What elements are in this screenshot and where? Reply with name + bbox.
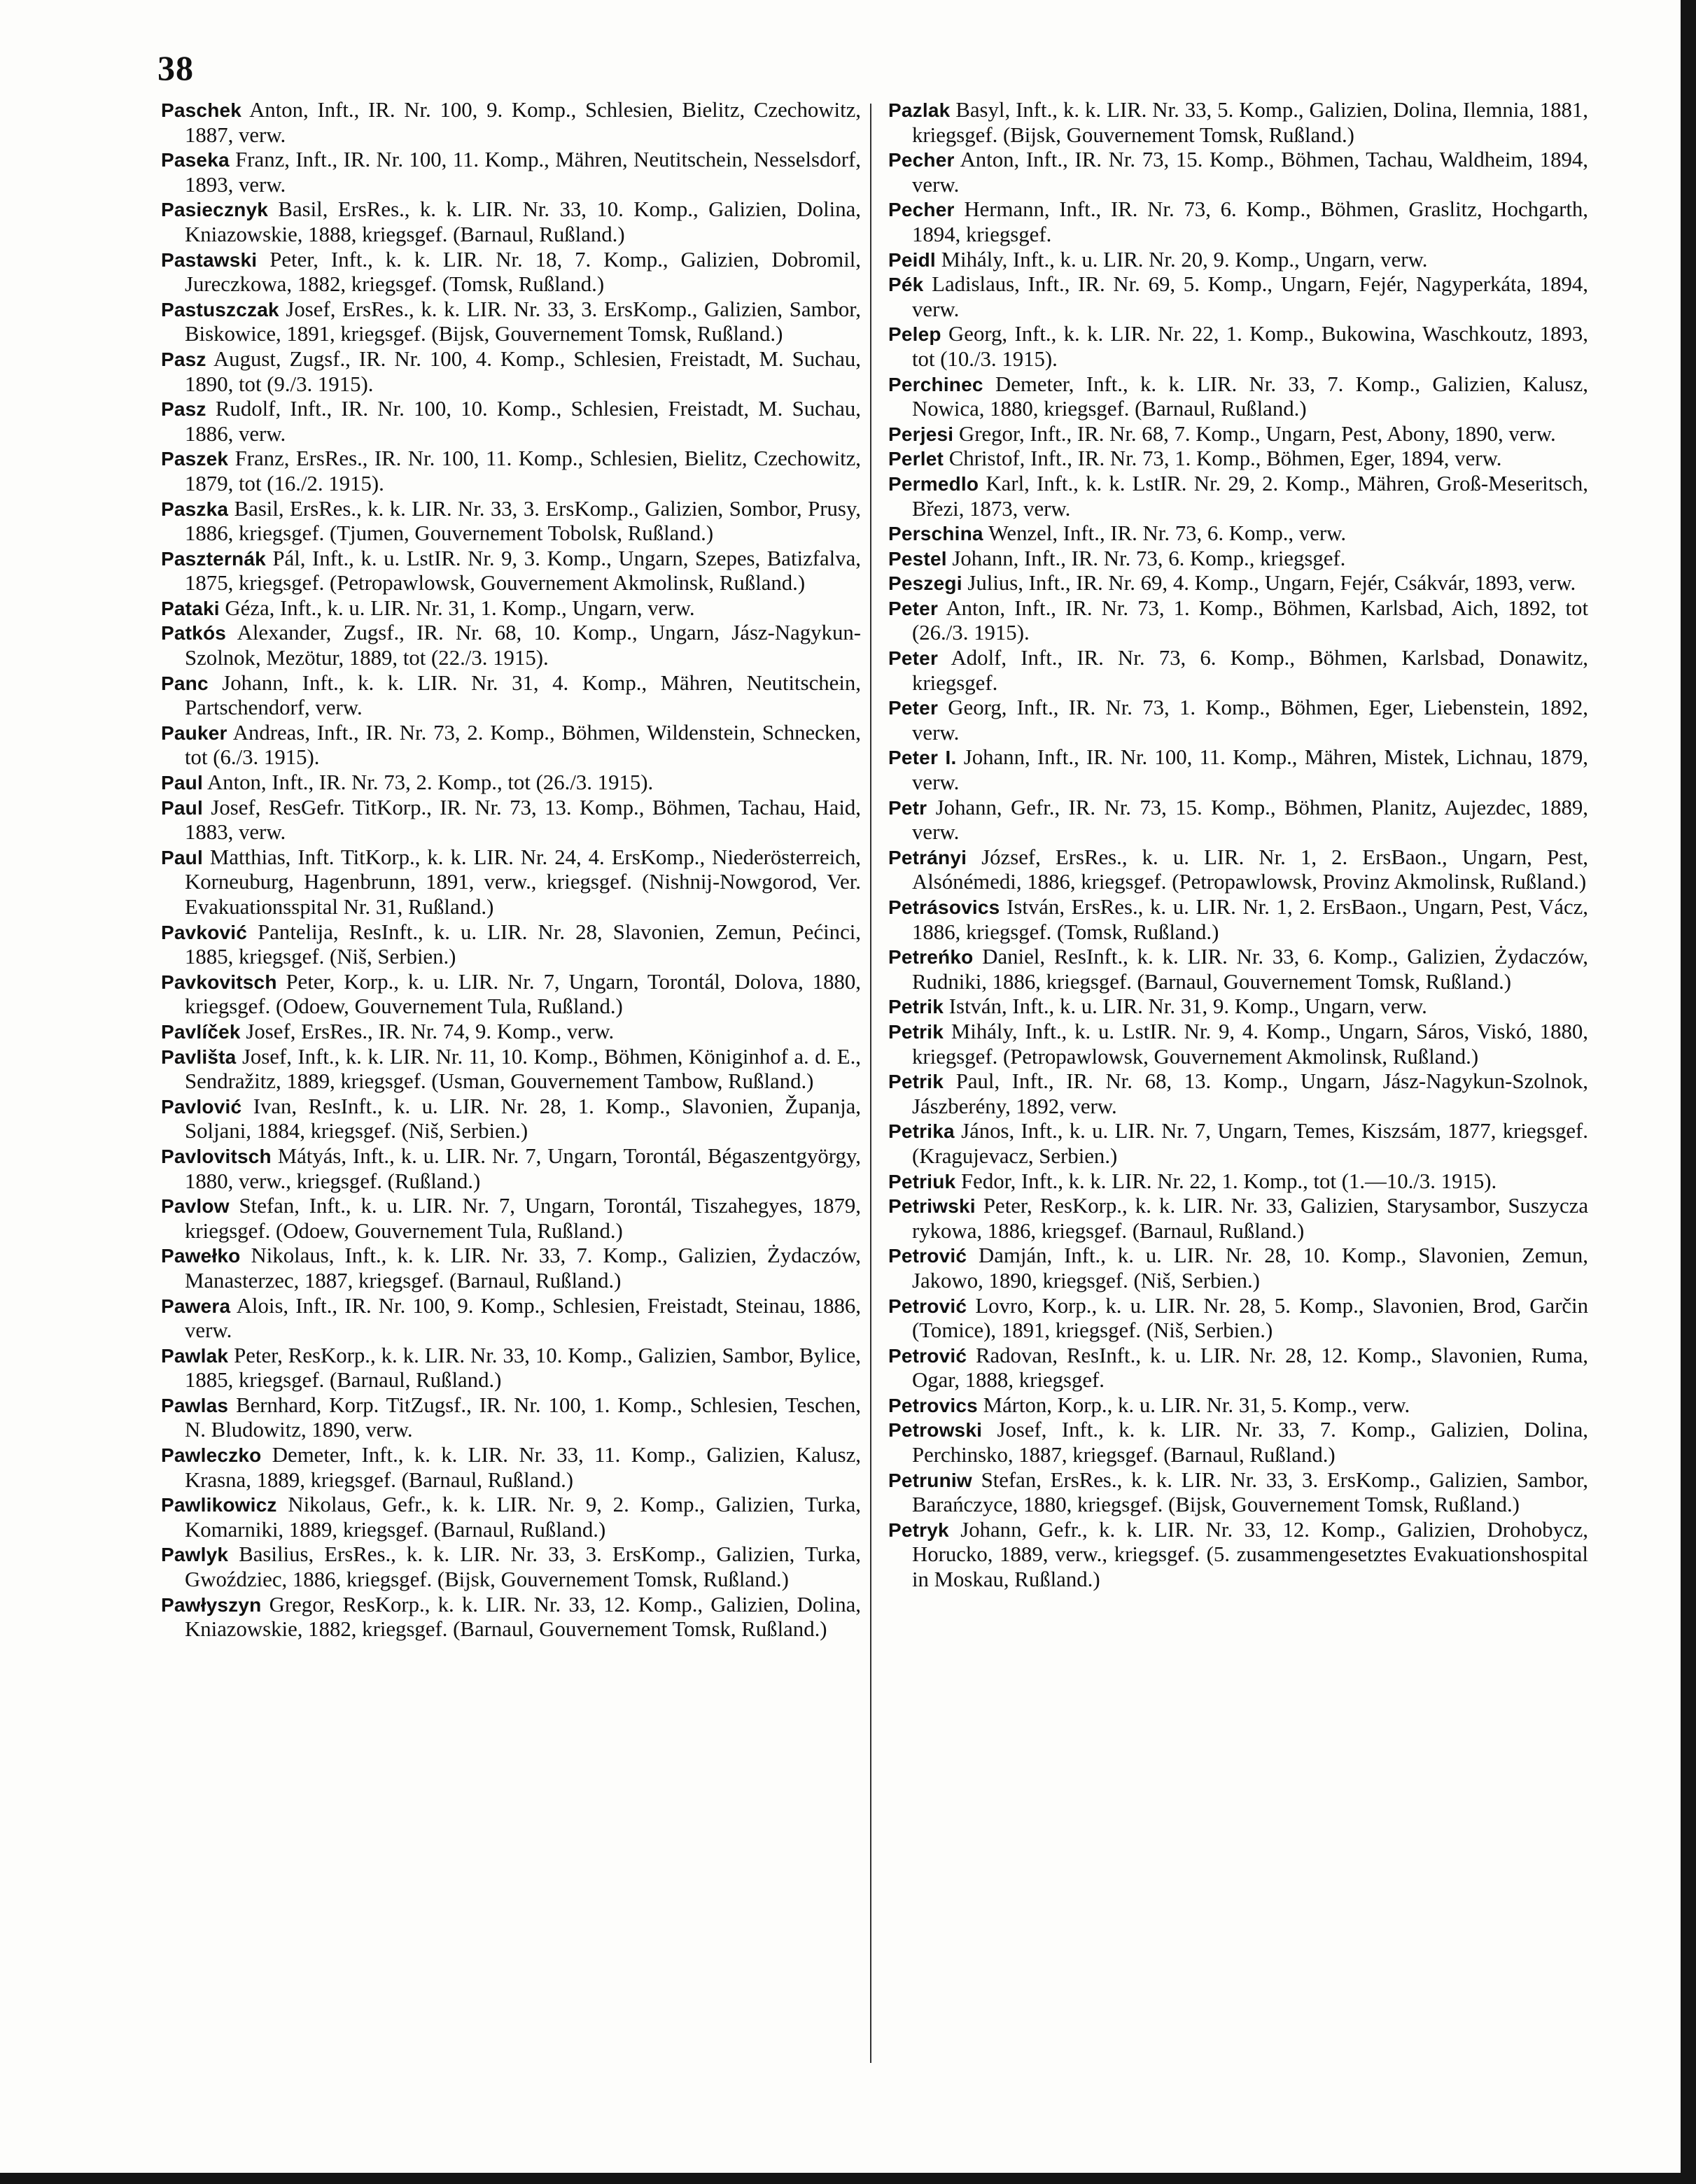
entry-details: Basilius, ErsRes., k. k. LIR. Nr. 33, 3. ErsKomp., Galizien, Turka, Gwoździec, 1886, kriegsgef. (Bijsk, Gouvernement Tomsk, Rußland.) xyxy=(185,1542,861,1592)
entry-surname: Pastawski xyxy=(161,248,258,271)
entry-details: Hermann, Inft., IR. Nr. 73, 6. Komp., Böhmen, Graslitz, Hochgarth, 1894, kriegsgef. xyxy=(912,197,1588,246)
list-entry xyxy=(161,671,861,721)
entry-details: Anton, Inft., IR. Nr. 73, 2. Komp., tot (26./3. 1915). xyxy=(206,770,654,795)
entry-surname: Paszka xyxy=(161,498,229,520)
entry-surname: Peszegi xyxy=(888,572,962,595)
entry-surname: Pasz xyxy=(161,398,206,421)
entry-surname: Petriuk xyxy=(888,1170,956,1192)
entry-surname: Pawera xyxy=(161,1295,231,1317)
entry-details: Franz, Inft., IR. Nr. 100, 11. Komp., Mähren, Neutitschein, Nesselsdorf, 1893, verw. xyxy=(185,148,862,197)
list-entry xyxy=(161,596,861,621)
list-entry xyxy=(161,397,861,446)
entry-details: Alexander, Zugsf., IR. Nr. 68, 10. Komp., Ungarn, Jász-Nagykun-Szolnok, Mezötur, 1889, tot (22./3. 1915). xyxy=(185,621,862,670)
list-entry xyxy=(161,1393,861,1443)
list-entry xyxy=(888,1344,1588,1393)
entry-surname: Pecher xyxy=(888,199,955,221)
list-entry xyxy=(888,1194,1588,1244)
entry-details: Ivan, ResInft., k. u. LIR. Nr. 28, 1. Komp., Slavonien, Županja, Soljani, 1884, kriegsgef. (Niš, Serbien.) xyxy=(185,1094,862,1143)
entry-details: Stefan, Inft., k. u. LIR. Nr. 7, Ungarn, Torontál, Tiszahegyes, 1879, kriegsgef. (Odoew, Gouvernement Tula, Rußland.) xyxy=(185,1194,861,1243)
list-entry xyxy=(888,1468,1588,1518)
entry-details: Josef, ErsRes., IR. Nr. 74, 9. Komp., verw. xyxy=(246,1019,615,1043)
list-entry xyxy=(161,98,861,148)
list-entry xyxy=(161,446,861,496)
list-entry xyxy=(888,1119,1588,1169)
entry-surname: Pawlak xyxy=(161,1344,229,1367)
entry-surname: Perchinec xyxy=(888,373,983,395)
entry-details: Peter, ResKorp., k. k. LIR. Nr. 33, Galizien, Starysambor, Suszycza rykowa, 1886, kriegsgef. (Barnaul, Rußland.) xyxy=(912,1194,1588,1243)
list-entry xyxy=(161,770,861,796)
entry-details: Matthias, Inft. TitKorp., k. k. LIR. Nr. 24, 4. ErsKomp., Niederösterreich, Korneuburg, Hagenbrunn, 1891, verw., kriegsgef. (Nishnij-Nowgorod, Ver. Evakuationsspital Nr. 31, Rußland.) xyxy=(185,845,862,919)
entry-surname: Petrović xyxy=(888,1344,967,1367)
entry-details: Daniel, ResInft., k. k. LIR. Nr. 33, 6. Komp., Galizien, Żydaczów, Rudniki, 1886, kriegsgef. (Barnaul, Gouvernement Tomsk, Rußland.) xyxy=(912,945,1589,994)
list-entry xyxy=(161,621,861,670)
entry-details: Andreas, Inft., IR. Nr. 73, 2. Komp., Böhmen, Wildenstein, Schnecken, tot (6./3. 1915). xyxy=(185,720,862,770)
entry-details: Josef, ResGefr. TitKorp., IR. Nr. 73, 13. Komp., Böhmen, Tachau, Haid, 1883, verw. xyxy=(185,795,862,845)
entry-surname: Petrik xyxy=(888,1020,944,1043)
entry-surname: Paul xyxy=(161,796,203,819)
list-entry xyxy=(161,1020,861,1045)
entry-details: Johann, Inft., k. k. LIR. Nr. 31, 4. Komp., Mähren, Neutitschein, Partschendorf, verw. xyxy=(185,670,861,720)
entry-details: Wenzel, Inft., IR. Nr. 73, 6. Komp., verw. xyxy=(988,521,1347,546)
entry-details: József, ErsRes., k. u. LIR. Nr. 1, 2. ErsBaon., Ungarn, Pest, Alsónémedi, 1886, kriegsgef. (Petropawlowsk, Provinz Akmolinsk, Rußland.) xyxy=(912,845,1588,894)
entry-surname: Perschina xyxy=(888,523,983,545)
entry-details: Paul, Inft., IR. Nr. 68, 13. Komp., Ungarn, Jász-Nagykun-Szolnok, Jászberény, 1892, verw. xyxy=(912,1069,1588,1118)
list-entry xyxy=(888,148,1588,197)
entry-details: Basil, ErsRes., k. k. LIR. Nr. 33, 3. ErsKomp., Galizien, Sombor, Prusy, 1886, kriegsgef. (Tjumen, Gouvernement Tobolsk, Rußland.) xyxy=(185,496,861,546)
entry-surname: Pawleczko xyxy=(161,1444,262,1467)
entry-details: Mihály, Inft., k. u. LIR. Nr. 20, 9. Komp., Ungarn, verw. xyxy=(941,247,1428,272)
entry-details: Peter, Korp., k. u. LIR. Nr. 7, Ungarn, Torontál, Dolova, 1880, kriegsgef. (Odoew, Gouvernement Tula, Rußland.) xyxy=(185,969,861,1019)
entry-surname: Petriwski xyxy=(888,1195,976,1218)
entry-surname: Paul xyxy=(161,772,203,794)
entry-details: Karl, Inft., k. k. LstIR. Nr. 29, 2. Komp., Mähren, Groß-Meseritsch, Březi, 1873, verw. xyxy=(912,471,1589,521)
entry-details: Peter, ResKorp., k. k. LIR. Nr. 33, 10. Komp., Galizien, Sambor, Bylice, 1885, kriegsgef. (Barnaul, Rußland.) xyxy=(185,1343,861,1393)
list-entry xyxy=(161,148,861,197)
entry-details: Stefan, ErsRes., k. k. LIR. Nr. 33, 3. ErsKomp., Galizien, Sambor, Barańczyce, 1880, kriegsgef. (Bijsk, Gouvernement Tomsk, Rußland.) xyxy=(912,1467,1588,1517)
entry-surname: Pawłyszyn xyxy=(161,1593,262,1616)
entry-details: Georg, Inft., k. k. LIR. Nr. 22, 1. Komp., Bukowina, Waschkoutz, 1893, tot (10./3. 1915). xyxy=(912,322,1589,371)
list-entry xyxy=(888,248,1588,273)
entry-surname: Petrányi xyxy=(888,846,967,868)
entry-surname: Petrovics xyxy=(888,1394,978,1416)
entry-details: Georg, Inft., IR. Nr. 73, 1. Komp., Böhmen, Eger, Liebenstein, 1892, verw. xyxy=(912,696,1588,745)
list-entry xyxy=(161,1194,861,1244)
entry-details: Demeter, Inft., k. k. LIR. Nr. 33, 11. Komp., Galizien, Kalusz, Krasna, 1889, kriegsgef. (Barnaul, Rußland.) xyxy=(185,1443,861,1492)
entry-surname: Petrásovics xyxy=(888,896,1000,918)
list-entry xyxy=(888,472,1588,521)
entry-surname: Pavkovitsch xyxy=(161,971,277,993)
list-entry xyxy=(161,297,861,347)
list-entry xyxy=(888,646,1588,696)
entry-surname: Pauker xyxy=(161,721,227,744)
column-divider xyxy=(870,104,871,2063)
entry-details: Géza, Inft., k. u. LIR. Nr. 31, 1. Komp., Ungarn, verw. xyxy=(225,596,695,620)
entry-details: Alois, Inft., IR. Nr. 100, 9. Komp., Schlesien, Freistadt, Steinau, 1886, verw. xyxy=(185,1293,861,1343)
entry-surname: Petreńko xyxy=(888,946,974,968)
list-entry xyxy=(161,547,861,596)
entry-details: Adolf, Inft., IR. Nr. 73, 6. Komp., Böhmen, Karlsbad, Donawitz, kriegsgef. xyxy=(912,646,1589,695)
entry-details: August, Zugsf., IR. Nr. 100, 4. Komp., Schlesien, Freistadt, M. Suchau, 1890, tot (9./3. 1915). xyxy=(185,346,861,396)
entry-surname: Pavlović xyxy=(161,1095,242,1118)
list-entry xyxy=(161,1045,861,1094)
list-entry xyxy=(888,796,1588,845)
entry-details: Demeter, Inft., k. k. LIR. Nr. 33, 7. Komp., Galizien, Kalusz, Nowica, 1880, kriegsgef. (Barnaul, Rußland.) xyxy=(912,372,1588,421)
scan-border-bottom xyxy=(0,2173,1696,2184)
entry-surname: Petrik xyxy=(888,1071,944,1093)
entry-details: Johann, Inft., IR. Nr. 73, 6. Komp., kriegsgef. xyxy=(952,546,1346,570)
list-entry xyxy=(888,1169,1588,1195)
list-entry xyxy=(888,1020,1588,1069)
list-entry xyxy=(161,1094,861,1144)
entry-surname: Peter xyxy=(888,697,939,719)
entry-surname: Petrika xyxy=(888,1120,955,1143)
entry-details: István, Inft., k. u. LIR. Nr. 31, 9. Komp., Ungarn, verw. xyxy=(948,994,1427,1019)
list-entry xyxy=(888,1294,1588,1344)
entry-surname: Pecher xyxy=(888,149,955,171)
list-entry xyxy=(161,796,861,845)
right-column xyxy=(888,98,1588,1593)
list-entry xyxy=(888,1393,1588,1418)
entry-surname: Pawełko xyxy=(161,1245,241,1267)
entry-details: Radovan, ResInft., k. u. LIR. Nr. 28, 12. Komp., Slavonien, Ruma, Ogar, 1888, kriegsgef. xyxy=(912,1343,1589,1393)
entry-details: Anton, Inft., IR. Nr. 73, 1. Komp., Böhmen, Karlsbad, Aich, 1892, tot (26./3. 1915). xyxy=(912,596,1588,645)
entry-surname: Pasiecznyk xyxy=(161,199,268,221)
entry-surname: Pasz xyxy=(161,348,206,370)
list-entry xyxy=(161,1144,861,1194)
list-entry xyxy=(161,1593,861,1642)
entry-details: Josef, Inft., k. k. LIR. Nr. 11, 10. Komp., Böhmen, Königinhof a. d. E., Sendražitz, 1889, kriegsgef. (Usman, Gouvernement Tambow, Rußland.) xyxy=(185,1044,862,1094)
entry-surname: Peidl xyxy=(888,248,936,271)
list-entry xyxy=(161,497,861,547)
list-entry xyxy=(888,895,1588,945)
entry-surname: Petrović xyxy=(888,1295,967,1317)
entry-details: Nikolaus, Gefr., k. k. LIR. Nr. 9, 2. Komp., Galizien, Turka, Komarniki, 1889, kriegsgef. (Barnaul, Rußland.) xyxy=(185,1493,861,1542)
entry-surname: Paschek xyxy=(161,99,242,121)
entry-details: Márton, Korp., k. u. LIR. Nr. 31, 5. Komp., verw. xyxy=(983,1393,1410,1417)
entry-surname: Pavlíček xyxy=(161,1020,241,1043)
entry-details: Pantelija, ResInft., k. u. LIR. Nr. 28, Slavonien, Zemun, Pećinci, 1885, kriegsgef. (Niš, Serbien.) xyxy=(185,920,861,969)
list-entry xyxy=(161,248,861,297)
list-entry xyxy=(888,1518,1588,1593)
entry-details: Ladislaus, Inft., IR. Nr. 69, 5. Komp., Ungarn, Fejér, Nagyperkáta, 1894, verw. xyxy=(912,272,1588,321)
list-entry xyxy=(161,1493,861,1542)
entry-details: Johann, Gefr., k. k. LIR. Nr. 33, 12. Komp., Galizien, Drohobycz, Horucko, 1889, verw., kriegsgef. (5. zusammengesetztes Evakuationshospital in Moskau, Rußland.) xyxy=(912,1517,1589,1592)
entry-details: Gregor, Inft., IR. Nr. 68, 7. Komp., Ungarn, Pest, Abony, 1890, verw. xyxy=(958,421,1556,446)
list-entry xyxy=(161,1542,861,1592)
list-entry xyxy=(888,547,1588,572)
list-entry xyxy=(161,1294,861,1344)
entry-details: Damján, Inft., k. u. LIR. Nr. 28, 10. Komp., Slavonien, Zemun, Jakowo, 1890, kriegsgef. (Niš, Serbien.) xyxy=(912,1244,1589,1292)
entry-surname: Pataki xyxy=(161,597,220,619)
entry-surname: Peter xyxy=(888,597,939,619)
entry-details: Peter, Inft., k. k. LIR. Nr. 18, 7. Komp., Galizien, Dobromil, Jureczkowa, 1882, kriegsgef. (Tomsk, Rußland.) xyxy=(185,247,862,297)
list-entry xyxy=(888,372,1588,422)
entry-surname: Pastuszczak xyxy=(161,298,279,320)
entry-surname: Petruniw xyxy=(888,1469,972,1491)
entry-details: Anton, Inft., IR. Nr. 100, 9. Komp., Schlesien, Bielitz, Czechowitz, 1887, verw. xyxy=(185,98,861,147)
entry-details: Mihály, Inft., k. u. LstIR. Nr. 9, 4. Komp., Ungarn, Sáros, Viskó, 1880, kriegsgef. (Petropawlowsk, Gouvernement Akmolinsk, Rußland.) xyxy=(912,1019,1588,1069)
entry-surname: Perjesi xyxy=(888,423,954,445)
entry-details: Pál, Inft., k. u. LstIR. Nr. 9, 3. Komp., Ungarn, Szepes, Batizfalva, 1875, kriegsgef. (Petropawlowsk, Gouvernement Akmolinsk, Rußland.) xyxy=(185,546,861,596)
list-entry xyxy=(888,1069,1588,1119)
list-entry xyxy=(888,1244,1588,1293)
scan-border-right xyxy=(1681,0,1696,2184)
entry-surname: Pavlovitsch xyxy=(161,1145,272,1167)
entry-surname: Petryk xyxy=(888,1519,949,1541)
entry-details: Basyl, Inft., k. k. LIR. Nr. 33, 5. Komp., Galizien, Dolina, Ilemnia, 1881, kriegsgef. (Bijsk, Gouvernement Tomsk, Rußland.) xyxy=(912,98,1588,147)
entry-details: Christof, Inft., IR. Nr. 73, 1. Komp., Böhmen, Eger, 1894, verw. xyxy=(948,446,1502,471)
list-entry xyxy=(161,920,861,970)
entry-details: Franz, ErsRes., IR. Nr. 100, 11. Komp., Schlesien, Bielitz, Czechowitz, 1879, tot (16./2. 1915). xyxy=(185,446,861,495)
list-entry xyxy=(888,571,1588,596)
list-entry xyxy=(161,721,861,770)
list-entry xyxy=(888,422,1588,447)
entry-details: István, ErsRes., k. u. LIR. Nr. 1, 2. ErsBaon., Ungarn, Pest, Vácz, 1886, kriegsgef. (Tomsk, Rußland.) xyxy=(912,895,1588,944)
entry-surname: Petrović xyxy=(888,1245,967,1267)
list-entry xyxy=(888,446,1588,472)
entry-details: János, Inft., k. u. LIR. Nr. 7, Ungarn, Temes, Kiszsám, 1877, kriegsgef. (Kragujevacz, Serbien.) xyxy=(912,1119,1588,1168)
entry-surname: Perlet xyxy=(888,448,944,470)
list-entry xyxy=(888,197,1588,247)
entry-surname: Pavlišta xyxy=(161,1045,237,1068)
entry-details: Julius, Inft., IR. Nr. 69, 4. Komp., Ungarn, Fejér, Csákvár, 1893, verw. xyxy=(967,571,1576,596)
entry-surname: Pavlow xyxy=(161,1195,230,1218)
list-entry xyxy=(888,945,1588,994)
list-entry xyxy=(161,1344,861,1393)
entry-surname: Pawlyk xyxy=(161,1544,229,1566)
list-entry xyxy=(888,745,1588,795)
list-entry xyxy=(161,197,861,247)
list-entry xyxy=(161,1443,861,1493)
entry-details: Anton, Inft., IR. Nr. 73, 15. Komp., Böhmen, Tachau, Waldheim, 1894, verw. xyxy=(912,148,1588,197)
entry-surname: Petrik xyxy=(888,996,944,1018)
list-entry xyxy=(161,347,861,397)
entry-details: Lovro, Korp., k. u. LIR. Nr. 28, 5. Komp., Slavonien, Brod, Garčin (Tomice), 1891, kriegsgef. (Niš, Serbien.) xyxy=(912,1293,1588,1343)
entry-surname: Peter I. xyxy=(888,747,957,769)
entry-surname: Petr xyxy=(888,796,927,819)
entry-surname: Pelep xyxy=(888,323,941,346)
entry-details: Mátyás, Inft., k. u. LIR. Nr. 7, Ungarn, Torontál, Bégaszentgyörgy, 1880, verw., kriegsgef. (Rußland.) xyxy=(185,1143,861,1193)
entry-surname: Panc xyxy=(161,672,209,694)
left-column xyxy=(161,98,861,1642)
entry-surname: Pawlikowicz xyxy=(161,1494,277,1516)
entry-surname: Peter xyxy=(888,647,939,670)
entry-surname: Paul xyxy=(161,846,203,868)
list-entry xyxy=(888,272,1588,322)
entry-surname: Pawlas xyxy=(161,1394,229,1416)
entry-surname: Permedlo xyxy=(888,472,979,495)
entry-surname: Petrowski xyxy=(888,1419,983,1442)
entry-details: Gregor, ResKorp., k. k. LIR. Nr. 33, 12. Komp., Galizien, Dolina, Kniazowskie, 1882, kriegsgef. (Barnaul, Gouvernement Tomsk, Rußland.) xyxy=(185,1592,862,1642)
list-entry xyxy=(888,696,1588,745)
entry-details: Johann, Inft., IR. Nr. 100, 11. Komp., Mähren, Mistek, Lichnau, 1879, verw. xyxy=(912,745,1588,795)
list-entry xyxy=(161,970,861,1020)
entry-surname: Pék xyxy=(888,274,924,296)
entry-surname: Paseka xyxy=(161,149,230,171)
entry-details: Josef, Inft., k. k. LIR. Nr. 33, 7. Komp., Galizien, Dolina, Perchinsko, 1887, kriegsgef. (Barnaul, Rußland.) xyxy=(912,1418,1588,1467)
list-entry xyxy=(888,521,1588,547)
entry-details: Fedor, Inft., k. k. LIR. Nr. 22, 1. Komp., tot (1.—10./3. 1915). xyxy=(961,1169,1497,1193)
list-entry xyxy=(888,98,1588,148)
list-entry xyxy=(888,322,1588,372)
entry-surname: Pestel xyxy=(888,547,947,570)
list-entry xyxy=(888,845,1588,895)
entry-surname: Pazlak xyxy=(888,99,951,121)
entry-details: Johann, Gefr., IR. Nr. 73, 15. Komp., Böhmen, Planitz, Aujezdec, 1889, verw. xyxy=(912,795,1588,845)
page-number: 38 xyxy=(157,48,194,87)
list-entry xyxy=(888,1418,1588,1467)
entry-details: Rudolf, Inft., IR. Nr. 100, 10. Komp., Schlesien, Freistadt, M. Suchau, 1886, verw. xyxy=(185,397,861,446)
entry-surname: Paszek xyxy=(161,448,229,470)
list-entry xyxy=(161,845,861,920)
entry-details: Bernhard, Korp. TitZugsf., IR. Nr. 100, 1. Komp., Schlesien, Teschen, N. Bludowitz, 1890, verw. xyxy=(185,1393,861,1442)
entry-details: Nikolaus, Inft., k. k. LIR. Nr. 33, 7. Komp., Galizien, Żydaczów, Manasterzec, 1887, kriegsgef. (Barnaul, Rußland.) xyxy=(185,1244,861,1292)
list-entry xyxy=(888,596,1588,646)
entry-details: Josef, ErsRes., k. k. LIR. Nr. 33, 3. ErsKomp., Galizien, Sambor, Biskowice, 1891, kriegsgef. (Bijsk, Gouvernement Tomsk, Rußland.) xyxy=(185,297,862,346)
entry-surname: Pavković xyxy=(161,921,248,943)
entry-details: Basil, ErsRes., k. k. LIR. Nr. 33, 10. Komp., Galizien, Dolina, Kniazowskie, 1888, kriegsgef. (Barnaul, Rußland.) xyxy=(185,197,861,246)
entry-surname: Patkós xyxy=(161,622,227,644)
list-entry xyxy=(161,1244,861,1293)
entry-surname: Paszternák xyxy=(161,547,266,570)
list-entry xyxy=(888,994,1588,1020)
